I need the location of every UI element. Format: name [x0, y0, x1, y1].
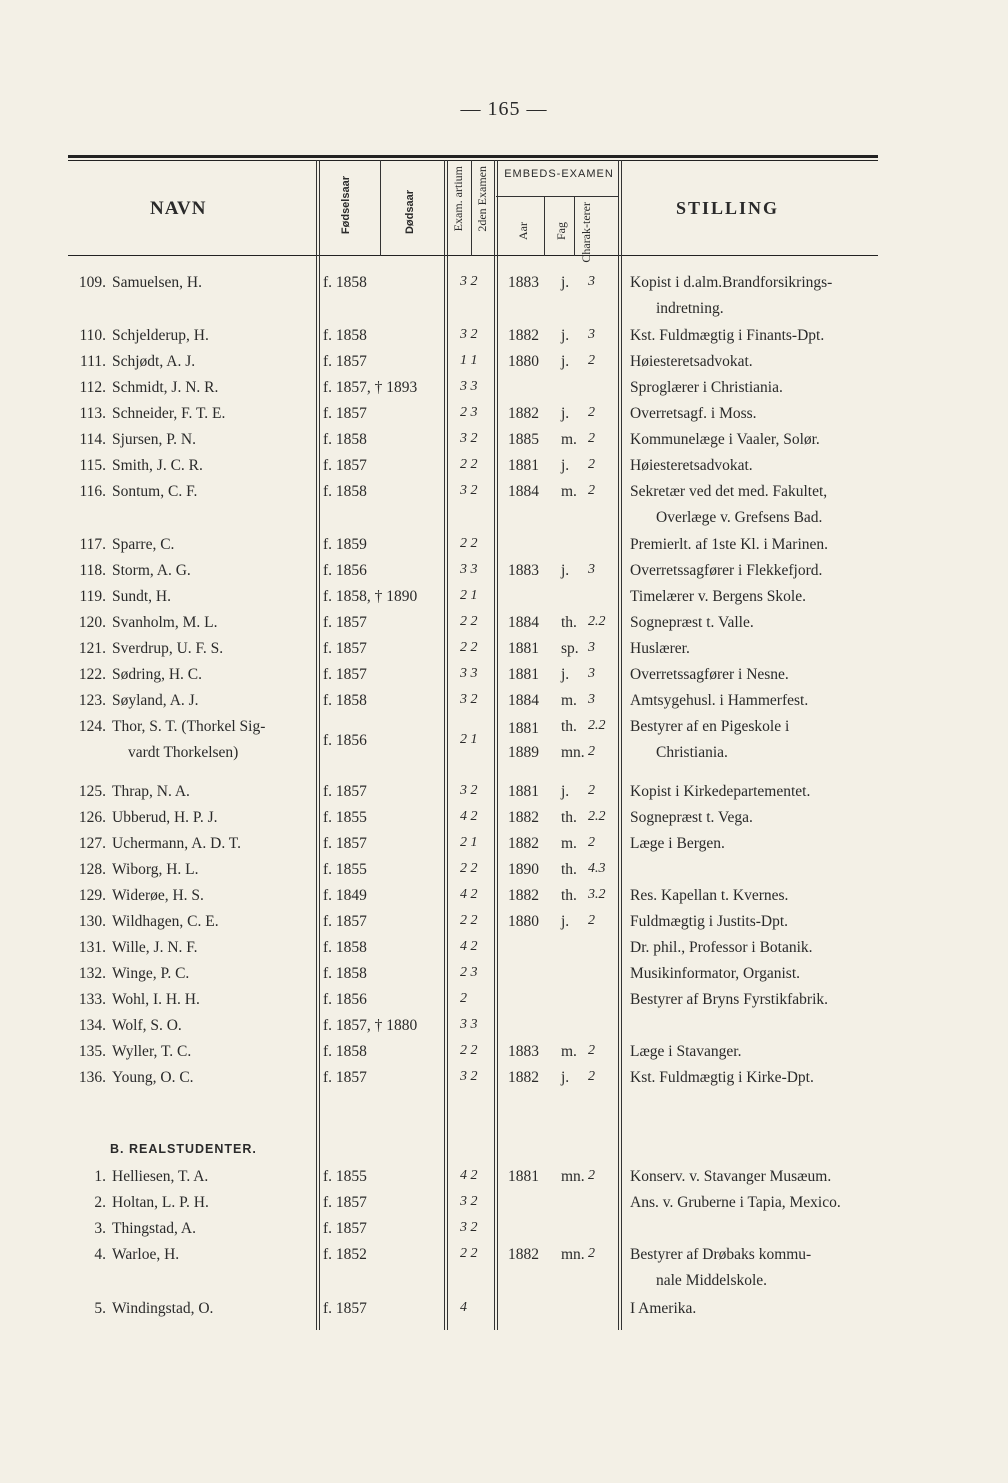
row-exam-fag: j. [561, 353, 570, 370]
row-name: Uchermann, A. D. T. [112, 835, 241, 852]
page-number: — 165 — [460, 98, 548, 120]
row-name: Wohl, I. H. H. [112, 991, 200, 1008]
table-row-continuation [0, 744, 1008, 770]
row-number: 117. [79, 536, 106, 553]
row-number: 125. [78, 783, 106, 800]
row-name: Winge, P. C. [112, 965, 190, 982]
table-row [0, 640, 1008, 666]
header-rule-top-thin [68, 160, 878, 161]
row-exam-grade: 3 [588, 666, 595, 681]
row-name-continued: vardt Thorkelsen) [128, 744, 239, 761]
row-exam-grade: 2 [588, 483, 595, 498]
row-born: f. 1859 [323, 536, 367, 553]
row-exam-year: 1881 [508, 1168, 539, 1185]
row-born: f. 1857 [323, 353, 367, 370]
row-exam-grade: 2.2 [588, 718, 606, 733]
row-number: 115. [79, 457, 106, 474]
table-row [0, 1043, 1008, 1069]
row-born: f. 1856 [323, 991, 367, 1008]
header-charakterer: Charak-terer [579, 202, 593, 263]
row-name: Wille, J. N. F. [112, 939, 198, 956]
row-name: Schmidt, J. N. R. [112, 379, 219, 396]
row-stilling: Bestyrer af Bryns Fyrstikfabrik. [630, 991, 829, 1008]
row-stilling-continued: nale Middelskole. [656, 1272, 768, 1289]
row-exam-grades: 3 3 [460, 666, 478, 681]
row-born: f. 1855 [323, 861, 367, 878]
row-exam-fag: m. [561, 835, 577, 852]
table-row [0, 1194, 1008, 1220]
row-born: f. 1858 [323, 1043, 367, 1060]
row-exam-grade: 2.2 [588, 614, 606, 629]
row-born: f. 1857 [323, 913, 367, 930]
row-exam-grade: 3 [588, 274, 595, 289]
header-embeds-examen: EMBEDS-EXAMEN [504, 168, 614, 180]
row-exam-year: 1881 [508, 640, 539, 657]
row-exam-grade-2: 2 [588, 744, 595, 759]
row-exam-year: 1885 [508, 431, 539, 448]
row-exam-grades: 3 2 [460, 431, 478, 446]
row-number: 122. [78, 666, 106, 683]
header-fodselsaar: Fødselsaar [340, 176, 352, 235]
row-stilling: Kst. Fuldmægtig i Kirke-Dpt. [630, 1069, 814, 1086]
row-exam-grades: 3 2 [460, 1220, 478, 1235]
row-exam-grade: 3 [588, 327, 595, 342]
table-row [0, 431, 1008, 457]
table-row [0, 353, 1008, 379]
row-number: 132. [78, 965, 106, 982]
row-name: Smith, J. C. R. [112, 457, 203, 474]
row-stilling: Bestyrer af Drøbaks kommu- [630, 1246, 812, 1263]
row-number: 5. [94, 1300, 106, 1317]
row-exam-grades: 3 2 [460, 483, 478, 498]
table-row-continuation [0, 509, 1008, 535]
row-stilling: Kopist i Kirkedepartementet. [630, 783, 811, 800]
row-exam-fag: j. [561, 274, 570, 291]
row-name: Thingstad, A. [112, 1220, 196, 1237]
row-stilling-continued: indretning. [656, 300, 724, 317]
row-exam-grades: 3 3 [460, 379, 478, 394]
row-name: Sødring, H. C. [112, 666, 202, 683]
header-rule-bottom [68, 255, 878, 256]
table-row [0, 718, 1008, 749]
row-exam-grades: 3 3 [460, 1017, 478, 1032]
row-exam-fag: th. [561, 861, 577, 878]
row-born: f. 1857 [323, 835, 367, 852]
row-exam-year: 1882 [508, 887, 539, 904]
row-exam-fag: m. [561, 483, 577, 500]
row-exam-year: 1883 [508, 1043, 539, 1060]
table-row [0, 483, 1008, 509]
row-born: f. 1856 [323, 562, 367, 579]
row-exam-grades: 4 [460, 1300, 467, 1315]
table-row [0, 861, 1008, 887]
row-exam-grades: 3 2 [460, 274, 478, 289]
row-exam-fag: th. [561, 718, 577, 735]
table-row [0, 588, 1008, 614]
table-row [0, 1168, 1008, 1194]
row-exam-grades: 2 2 [460, 457, 478, 472]
row-born: f. 1857 [323, 666, 367, 683]
row-exam-fag: j. [561, 562, 570, 579]
row-exam-fag: sp. [561, 640, 579, 657]
row-exam-fag: mn. [561, 1246, 585, 1263]
row-number: 136. [78, 1069, 106, 1086]
row-stilling: Kommunelæge i Vaaler, Solør. [630, 431, 820, 448]
row-stilling: Premierlt. af 1ste Kl. i Marinen. [630, 536, 829, 553]
row-number: 114. [79, 431, 106, 448]
row-number: 128. [78, 861, 106, 878]
row-stilling: Timelærer v. Bergens Skole. [630, 588, 806, 605]
row-stilling-continued: Overlæge v. Grefsens Bad. [656, 509, 823, 526]
row-exam-fag: j. [561, 783, 570, 800]
table-row [0, 457, 1008, 483]
row-exam-year: 1883 [508, 562, 539, 579]
table-row [0, 913, 1008, 939]
row-born: f. 1849 [323, 887, 367, 904]
row-exam-grades: 3 2 [460, 1194, 478, 1209]
row-stilling: Høiesteretsadvokat. [630, 457, 753, 474]
section-title-realstudenter: B. REALSTUDENTER. [110, 1142, 257, 1156]
row-exam-year: 1881 [508, 720, 539, 737]
row-exam-grades: 3 2 [460, 692, 478, 707]
row-exam-grades: 2 1 [460, 835, 478, 850]
table-row [0, 614, 1008, 640]
row-born: f. 1857, † 1893 [323, 379, 418, 396]
row-stilling: Høiesteretsadvokat. [630, 353, 753, 370]
row-exam-year: 1882 [508, 835, 539, 852]
row-exam-year: 1881 [508, 666, 539, 683]
row-name: Schjødt, A. J. [112, 353, 196, 370]
row-exam-grades: 4 2 [460, 939, 478, 954]
row-number: 116. [79, 483, 106, 500]
row-stilling: Musikinformator, Organist. [630, 965, 801, 982]
row-exam-grade: 2 [588, 1246, 595, 1261]
row-exam-grade: 3 [588, 692, 595, 707]
row-number: 135. [78, 1043, 106, 1060]
row-name: Sundt, H. [112, 588, 171, 605]
row-exam-grade: 2 [588, 913, 595, 928]
row-exam-grades: 1 1 [460, 353, 478, 368]
row-exam-year: 1881 [508, 783, 539, 800]
embeds-divider [496, 196, 618, 197]
row-name: Storm, A. G. [112, 562, 191, 579]
row-number: 126. [78, 809, 106, 826]
row-born: f. 1857 [323, 457, 367, 474]
row-stilling: Amtsygehusl. i Hammerfest. [630, 692, 809, 709]
row-number: 127. [78, 835, 106, 852]
table-row [0, 327, 1008, 353]
row-exam-grades: 2 3 [460, 405, 478, 420]
row-name: Sverdrup, U. F. S. [112, 640, 224, 657]
row-name: Sjursen, P. N. [112, 431, 196, 448]
header-rule-top [68, 155, 878, 158]
row-exam-grade: 2 [588, 1043, 595, 1058]
row-name: Wolf, S. O. [112, 1017, 182, 1034]
table-row [0, 562, 1008, 588]
row-stilling: Sognepræst t. Vega. [630, 809, 753, 826]
row-stilling: Konserv. v. Stavanger Musæum. [630, 1168, 832, 1185]
row-exam-grades: 2 2 [460, 861, 478, 876]
row-exam-year: 1884 [508, 692, 539, 709]
row-exam-grade: 2 [588, 835, 595, 850]
row-born: f. 1857 [323, 1069, 367, 1086]
row-stilling: Overretsagf. i Moss. [630, 405, 757, 422]
row-exam-year: 1880 [508, 913, 539, 930]
row-number: 124. [78, 718, 106, 735]
row-name: Svanholm, M. L. [112, 614, 218, 631]
row-exam-grades: 3 3 [460, 562, 478, 577]
row-exam-fag: m. [561, 692, 577, 709]
row-exam-grade: 2 [588, 353, 595, 368]
row-exam-grades: 2 2 [460, 913, 478, 928]
row-stilling: Overretssagfører i Flekkefjord. [630, 562, 823, 579]
row-stilling: I Amerika. [630, 1300, 697, 1317]
row-name: Holtan, L. P. H. [112, 1194, 209, 1211]
row-exam-grades: 2 2 [460, 614, 478, 629]
row-stilling: Læge i Bergen. [630, 835, 725, 852]
row-name: Schjelderup, H. [112, 327, 209, 344]
row-name: Sparre, C. [112, 536, 175, 553]
row-number: 119. [79, 588, 106, 605]
row-stilling: Sognepræst t. Valle. [630, 614, 754, 631]
row-number: 129. [78, 887, 106, 904]
table-row [0, 965, 1008, 991]
row-exam-year: 1882 [508, 1246, 539, 1263]
row-born: f. 1858, † 1890 [323, 588, 418, 605]
table-row [0, 887, 1008, 913]
row-name: Windingstad, O. [112, 1300, 214, 1317]
table-row [0, 379, 1008, 405]
header-navn: NAVN [150, 198, 207, 219]
row-stilling: Kopist i d.alm.Brandforsikrings- [630, 274, 833, 291]
table-row [0, 809, 1008, 835]
row-name: Wildhagen, C. E. [112, 913, 219, 930]
header-dodsaar: Dødsaar [404, 190, 416, 235]
row-born: f. 1857 [323, 640, 367, 657]
row-number: 3. [94, 1220, 106, 1237]
row-name: Thor, S. T. (Thorkel Sig- [112, 718, 266, 735]
row-name: Thrap, N. A. [112, 783, 190, 800]
row-exam-year-2: 1889 [508, 744, 539, 761]
row-born: f. 1855 [323, 1168, 367, 1185]
row-name: Sontum, C. F. [112, 483, 198, 500]
row-number: 134. [78, 1017, 106, 1034]
row-exam-fag: m. [561, 431, 577, 448]
row-stilling: Kst. Fuldmægtig i Finants-Dpt. [630, 327, 825, 344]
table-row [0, 536, 1008, 562]
header-anden-examen: 2den Examen [475, 166, 489, 232]
row-stilling: Huslærer. [630, 640, 690, 657]
row-number: 133. [78, 991, 106, 1008]
row-exam-fag: mn. [561, 1168, 585, 1185]
table-row [0, 1220, 1008, 1246]
row-exam-grade: 2 [588, 431, 595, 446]
row-born: f. 1856 [323, 732, 367, 749]
row-exam-grades: 3 2 [460, 1069, 478, 1084]
row-exam-year: 1883 [508, 274, 539, 291]
row-born: f. 1857 [323, 1300, 367, 1317]
header-fag: Fag [554, 222, 568, 240]
row-number: 130. [78, 913, 106, 930]
row-exam-grade: 3 [588, 562, 595, 577]
table-row-continuation [0, 1272, 1008, 1298]
row-name: Widerøe, H. S. [112, 887, 204, 904]
row-number: 112. [79, 379, 106, 396]
row-stilling: Fuldmægtig i Justits-Dpt. [630, 913, 789, 930]
table-row [0, 991, 1008, 1017]
row-exam-grade: 4.3 [588, 861, 606, 876]
row-number: 121. [78, 640, 106, 657]
table-row [0, 835, 1008, 861]
row-exam-grades: 2 1 [460, 588, 478, 603]
row-exam-grades: 2 1 [460, 732, 478, 747]
row-name: Ubberud, H. P. J. [112, 809, 218, 826]
row-number: 123. [78, 692, 106, 709]
row-number: 1. [94, 1168, 106, 1185]
row-born: f. 1858 [323, 692, 367, 709]
row-exam-fag: m. [561, 1043, 577, 1060]
row-exam-year: 1890 [508, 861, 539, 878]
row-exam-fag: th. [561, 614, 577, 631]
row-name: Young, O. C. [112, 1069, 194, 1086]
row-exam-fag: j. [561, 457, 570, 474]
row-exam-year: 1880 [508, 353, 539, 370]
row-exam-grades: 2 3 [460, 965, 478, 980]
row-stilling: Bestyrer af en Pigeskole i [630, 718, 790, 735]
row-born: f. 1857 [323, 1194, 367, 1211]
row-exam-year: 1884 [508, 483, 539, 500]
column-divider [544, 196, 545, 256]
row-number: 110. [79, 327, 106, 344]
row-born: f. 1858 [323, 483, 367, 500]
table-row [0, 666, 1008, 692]
row-born: f. 1858 [323, 939, 367, 956]
row-exam-grade: 2.2 [588, 809, 606, 824]
table-row [0, 1300, 1008, 1326]
row-exam-year: 1882 [508, 405, 539, 422]
row-name: Schneider, F. T. E. [112, 405, 226, 422]
table-row [0, 783, 1008, 809]
row-exam-fag: j. [561, 327, 570, 344]
table-row [0, 692, 1008, 718]
header-exam-artium: Exam. artium [451, 166, 465, 232]
row-number: 118. [79, 562, 106, 579]
table-row [0, 274, 1008, 300]
row-exam-grade: 2 [588, 1069, 595, 1084]
row-stilling: Ans. v. Gruberne i Tapia, Mexico. [630, 1194, 841, 1211]
row-born: f. 1857 [323, 405, 367, 422]
row-name: Wyller, T. C. [112, 1043, 192, 1060]
row-exam-fag: j. [561, 913, 570, 930]
row-exam-grades: 2 2 [460, 536, 478, 551]
table-row [0, 1246, 1008, 1272]
row-exam-year: 1882 [508, 327, 539, 344]
row-exam-grade: 2 [588, 783, 595, 798]
row-number: 109. [78, 274, 106, 291]
row-born: f. 1855 [323, 809, 367, 826]
table-row [0, 1069, 1008, 1095]
row-stilling: Sekretær ved det med. Fakultet, [630, 483, 828, 500]
row-exam-fag: th. [561, 887, 577, 904]
row-born: f. 1857 [323, 1220, 367, 1237]
row-born: f. 1858 [323, 327, 367, 344]
row-exam-fag: th. [561, 809, 577, 826]
row-born: f. 1858 [323, 965, 367, 982]
row-name: Samuelsen, H. [112, 274, 202, 291]
column-divider [574, 196, 575, 256]
row-exam-fag: j. [561, 666, 570, 683]
row-stilling: Læge i Stavanger. [630, 1043, 742, 1060]
row-born: f. 1857 [323, 614, 367, 631]
row-exam-grade: 2 [588, 1168, 595, 1183]
column-divider [380, 160, 381, 256]
header-stilling: STILLING [676, 198, 780, 218]
row-name: Wiborg, H. L. [112, 861, 199, 878]
row-born: f. 1858 [323, 431, 367, 448]
row-exam-fag: j. [561, 405, 570, 422]
row-born: f. 1858 [323, 274, 367, 291]
row-exam-grades: 4 2 [460, 887, 478, 902]
row-name: Søyland, A. J. [112, 692, 199, 709]
row-exam-year: 1882 [508, 809, 539, 826]
header-aar: Aar [516, 222, 530, 240]
row-exam-grades: 3 2 [460, 327, 478, 342]
row-exam-grade: 2 [588, 405, 595, 420]
row-number: 111. [80, 353, 106, 370]
row-born: f. 1857, † 1880 [323, 1017, 418, 1034]
row-exam-fag: j. [561, 1069, 570, 1086]
row-exam-grade: 2 [588, 457, 595, 472]
row-stilling: Sproglærer i Christiania. [630, 379, 783, 396]
row-stilling-continued: Christiania. [656, 744, 728, 761]
row-number: 4. [94, 1246, 106, 1263]
row-exam-grade: 3 [588, 640, 595, 655]
row-exam-fag-2: mn. [561, 744, 585, 761]
row-exam-grade: 3.2 [588, 887, 606, 902]
row-born: f. 1857 [323, 783, 367, 800]
row-exam-grades: 2 2 [460, 1246, 478, 1261]
row-exam-grades: 2 2 [460, 1043, 478, 1058]
row-exam-grades: 3 2 [460, 783, 478, 798]
row-exam-year: 1882 [508, 1069, 539, 1086]
row-number: 113. [79, 405, 106, 422]
row-exam-grades: 2 2 [460, 640, 478, 655]
row-stilling: Overretssagfører i Nesne. [630, 666, 789, 683]
row-stilling: Res. Kapellan t. Kvernes. [630, 887, 789, 904]
row-exam-grades: 2 [460, 991, 467, 1006]
row-born: f. 1852 [323, 1246, 367, 1263]
table-row-continuation [0, 300, 1008, 326]
row-number: 2. [94, 1194, 106, 1211]
table-row [0, 405, 1008, 431]
row-name: Warloe, H. [112, 1246, 180, 1263]
table-row [0, 1017, 1008, 1043]
row-exam-year: 1881 [508, 457, 539, 474]
row-number: 131. [78, 939, 106, 956]
column-divider [471, 160, 472, 256]
row-stilling: Dr. phil., Professor i Botanik. [630, 939, 813, 956]
row-exam-grades: 4 2 [460, 809, 478, 824]
row-exam-grades: 4 2 [460, 1168, 478, 1183]
table-row [0, 939, 1008, 965]
row-exam-year: 1884 [508, 614, 539, 631]
row-name: Helliesen, T. A. [112, 1168, 209, 1185]
row-number: 120. [78, 614, 106, 631]
